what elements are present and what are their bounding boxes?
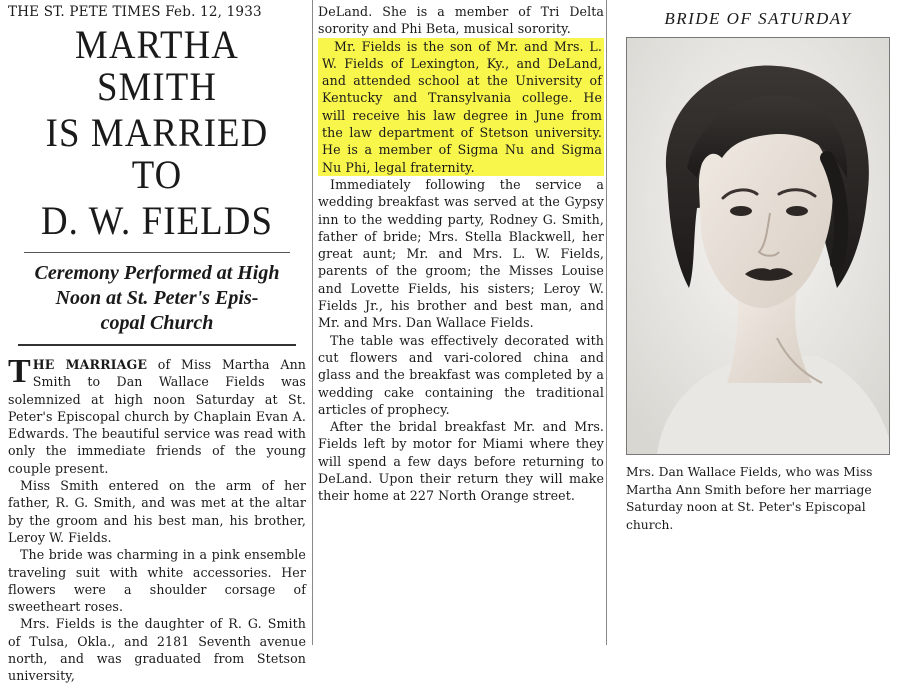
- highlighted-paragraph: Mr. Fields is the son of Mr. and Mrs. L. W. Fields of Lexington, Ky., and DeLand, and attended school at the University of Kentucky and Transylvania college. He will receive his law degree in June from the law department of Stetson university. He is a member of Sigma Nu and Sigma Nu Phi, legal fraternity.: [318, 38, 604, 176]
- headline: [8, 24, 306, 242]
- deck-line-3: copal Church: [100, 312, 214, 334]
- deck: [8, 261, 306, 336]
- article-paragraph-4-continued: DeLand. She is a member of Tri Delta sorority and Phi Beta, musical sorority.: [318, 4, 604, 37]
- article-paragraph-2: Miss Smith entered on the arm of her father, R. G. Smith, and was met at the altar by the groom and his best man, his brother, Leroy W. Fields.: [8, 478, 306, 545]
- headline-divider: [24, 252, 290, 253]
- article-paragraph-6: Immediately following the service a wedding breakfast was served at the Gypsy inn to the wedding party, Rodney G. Smith, father of bride; Mrs. Stella Blackwell, her great aunt; Mr. and Mrs. L. W. Fields, parents of the groom; the Misses Louise and Lovette Fields, his sisters; Leroy W. Fields Jr., his brother and best man, and Mr. and Mrs. Dan Wallace Fields.: [318, 176, 604, 331]
- deck-line-2: Noon at St. Peter's Epis-: [55, 287, 259, 309]
- deck-line-1: Ceremony Performed at High: [34, 262, 280, 284]
- column-three: [612, 0, 900, 532]
- column-rule-left: [312, 0, 313, 645]
- lead-words: HE MARRIAGE: [32, 357, 148, 372]
- column-two: [318, 0, 604, 505]
- article-paragraph-8: After the bridal breakfast Mr. and Mrs. Fields left by motor for Miami where they will spend a few days before returning to DeLand. Upon their return they will make their home at 227 North Orange street.: [318, 419, 604, 504]
- portrait-illustration: [627, 38, 889, 454]
- bride-portrait-photo: [626, 37, 890, 455]
- deck-divider: [18, 344, 296, 346]
- article-paragraph-4: Mrs. Fields is the daughter of R. G. Smith of Tulsa, Okla., and 2181 Seventh avenue north, and was graduated from Stetson university,: [8, 616, 306, 684]
- masthead: THE ST. PETE TIMES Feb. 12, 1933: [8, 4, 262, 20]
- photo-title: BRIDE OF SATURDAY: [664, 9, 852, 28]
- article-paragraph-1: [8, 353, 306, 477]
- headline-line-1: MARTHA SMITH: [75, 22, 239, 109]
- photo-caption: Mrs. Dan Wallace Fields, who was Miss Martha Ann Smith before her marriage Saturday noon at St. Peter's Episcopal church.: [626, 465, 873, 532]
- headline-line-3: D. W. FIELDS: [40, 198, 274, 243]
- article-paragraph-3: The bride was charming in a pink ensemble traveling suit with white accessories. Her flowers were a shoulder corsage of sweetheart roses.: [8, 547, 306, 615]
- column-rule-right: [606, 0, 607, 645]
- drop-cap: T: [8, 353, 31, 390]
- headline-line-2: IS MARRIED TO: [45, 110, 269, 197]
- article-paragraph-7: The table was effectively decorated with cut flowers and vari-colored china and glass and the breakfast was completed by a wedding cake containing the traditional articles of prophecy.: [318, 332, 604, 417]
- column-one: [8, 0, 306, 685]
- paragraph-1-text: of Miss Martha Ann Smith to Dan Wallace Fields was solemnized at high noon Saturday at St. Peter's Episcopal church by Chaplain Evan A. Edwards. The beautiful service was read with only the immediate friends of the young couple present.: [8, 357, 306, 476]
